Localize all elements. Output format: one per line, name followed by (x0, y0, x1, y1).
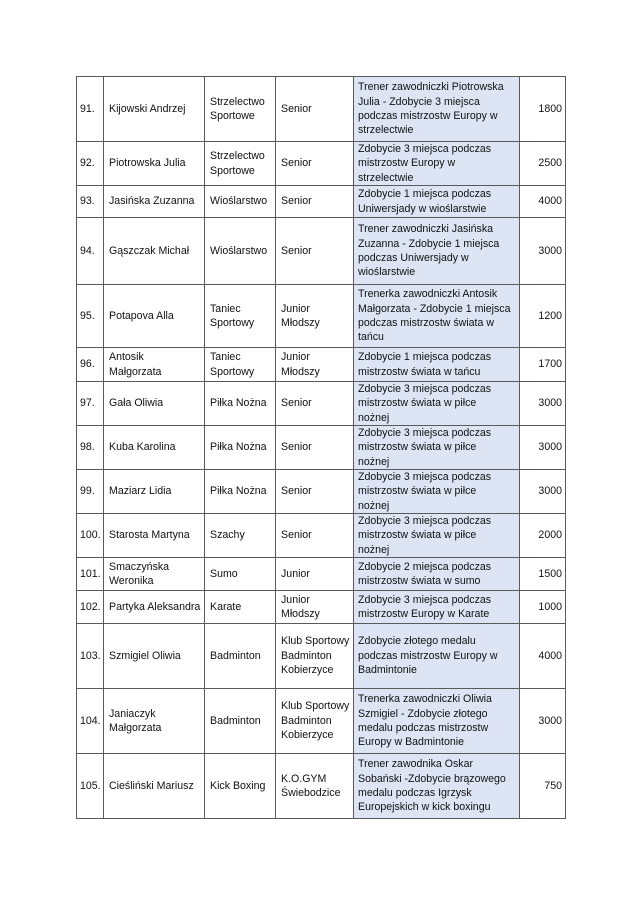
discipline: Wioślarstwo (205, 218, 276, 285)
discipline: Strzelectwo Sportowe (205, 142, 276, 186)
award-amount: 1700 (520, 348, 566, 382)
row-number: 101. (77, 557, 104, 590)
category: Senior (276, 514, 354, 558)
achievement-description: Trener zawodniczki Piotrowska Julia - Zdobycie 3 miejsca podczas mistrzostw Europy w strzelectwie (354, 77, 520, 142)
category: Senior (276, 142, 354, 186)
category: Senior (276, 426, 354, 470)
achievement-description: Trener zawodniczki Jasińska Zuzanna - Zdobycie 1 miejsca podczas Uniwersjady w wioślarstwie (354, 218, 520, 285)
athlete-name: Jasińska Zuzanna (104, 186, 205, 218)
table-row (77, 688, 566, 753)
athlete-name: Starosta Martyna (104, 514, 205, 558)
table-row (77, 348, 566, 382)
category: Senior (276, 77, 354, 142)
discipline: Sumo (205, 557, 276, 590)
category: Junior Młodszy (276, 590, 354, 623)
row-number: 94. (77, 218, 104, 285)
category: Junior Młodszy (276, 348, 354, 382)
row-number: 93. (77, 186, 104, 218)
award-amount: 3000 (520, 470, 566, 514)
discipline: Badminton (205, 688, 276, 753)
category: Junior (276, 557, 354, 590)
discipline: Taniec Sportowy (205, 285, 276, 348)
row-number: 100. (77, 514, 104, 558)
discipline: Kick Boxing (205, 753, 276, 818)
discipline: Szachy (205, 514, 276, 558)
row-number: 99. (77, 470, 104, 514)
award-amount: 3000 (520, 688, 566, 753)
achievement-description: Zdobycie 3 miejsca podczas mistrzostw Europy w strzelectwie (354, 142, 520, 186)
table-row (77, 470, 566, 514)
discipline: Taniec Sportowy (205, 348, 276, 382)
achievement-description: Zdobycie 1 miejsca podczas Uniwersjady w wioślarstwie (354, 186, 520, 218)
table-row (77, 590, 566, 623)
athlete-name: Kuba Karolina (104, 426, 205, 470)
award-amount: 1000 (520, 590, 566, 623)
award-amount: 3000 (520, 382, 566, 426)
table-row (77, 142, 566, 186)
achievement-description: Zdobycie 1 miejsca podczas mistrzostw świata w tańcu (354, 348, 520, 382)
discipline: Piłka Nożna (205, 470, 276, 514)
row-number: 95. (77, 285, 104, 348)
table-row (77, 77, 566, 142)
discipline: Karate (205, 590, 276, 623)
category: Senior (276, 186, 354, 218)
row-number: 104. (77, 688, 104, 753)
achievement-description: Zdobycie 3 miejsca podczas mistrzostw świata w piłce nożnej (354, 470, 520, 514)
athlete-name: Piotrowska Julia (104, 142, 205, 186)
awards-table (76, 76, 566, 819)
achievement-description: Zdobycie złotego medalu podczas mistrzostw Europy w Badmintonie (354, 623, 520, 688)
table-row (77, 514, 566, 558)
category: K.O.GYM Świebodzice (276, 753, 354, 818)
achievement-description: Zdobycie 2 miejsca podczas mistrzostw świata w sumo (354, 557, 520, 590)
award-amount: 1200 (520, 285, 566, 348)
discipline: Wioślarstwo (205, 186, 276, 218)
athlete-name: Partyka Aleksandra (104, 590, 205, 623)
discipline: Piłka Nożna (205, 382, 276, 426)
achievement-description: Trenerka zawodniczki Oliwia Szmigiel - Zdobycie złotego medalu podczas mistrzostw Europy w Badmintonie (354, 688, 520, 753)
achievement-description: Zdobycie 3 miejsca podczas mistrzostw Europy w Karate (354, 590, 520, 623)
award-amount: 750 (520, 753, 566, 818)
row-number: 92. (77, 142, 104, 186)
achievement-description: Zdobycie 3 miejsca podczas mistrzostw świata w piłce nożnej (354, 382, 520, 426)
achievement-description: Zdobycie 3 miejsca podczas mistrzostw świata w piłce nożnej (354, 426, 520, 470)
award-amount: 2000 (520, 514, 566, 558)
athlete-name: Janiaczyk Małgorzata (104, 688, 205, 753)
athlete-name: Antosik Małgorzata (104, 348, 205, 382)
achievement-description: Trener zawodnika Oskar Sobański -Zdobycie brązowego medalu podczas Igrzysk Europejskich w kick boxingu (354, 753, 520, 818)
row-number: 103. (77, 623, 104, 688)
category: Junior Młodszy (276, 285, 354, 348)
discipline: Strzelectwo Sportowe (205, 77, 276, 142)
table-row (77, 186, 566, 218)
award-amount: 1500 (520, 557, 566, 590)
row-number: 102. (77, 590, 104, 623)
award-amount: 2500 (520, 142, 566, 186)
athlete-name: Maziarz Lidia (104, 470, 205, 514)
table-row (77, 753, 566, 818)
discipline: Piłka Nożna (205, 426, 276, 470)
award-amount: 1800 (520, 77, 566, 142)
achievement-description: Trenerka zawodniczki Antosik Małgorzata - Zdobycie 1 miejsca podczas mistrzostw świata w tańcu (354, 285, 520, 348)
table-row (77, 285, 566, 348)
athlete-name: Potapova Alla (104, 285, 205, 348)
table-row (77, 557, 566, 590)
table-row (77, 623, 566, 688)
table-row (77, 382, 566, 426)
category: Klub Sportowy Badminton Kobierzyce (276, 688, 354, 753)
row-number: 97. (77, 382, 104, 426)
row-number: 96. (77, 348, 104, 382)
table-row (77, 426, 566, 470)
award-amount: 4000 (520, 623, 566, 688)
athlete-name: Gała Oliwia (104, 382, 205, 426)
category: Senior (276, 382, 354, 426)
category: Senior (276, 470, 354, 514)
row-number: 98. (77, 426, 104, 470)
award-amount: 3000 (520, 218, 566, 285)
award-amount: 3000 (520, 426, 566, 470)
award-amount: 4000 (520, 186, 566, 218)
row-number: 105. (77, 753, 104, 818)
athlete-name: Gąszczak Michał (104, 218, 205, 285)
category: Senior (276, 218, 354, 285)
athlete-name: Cieśliński Mariusz (104, 753, 205, 818)
athlete-name: Smaczyńska Weronika (104, 557, 205, 590)
row-number: 91. (77, 77, 104, 142)
table-row (77, 218, 566, 285)
athlete-name: Szmigiel Oliwia (104, 623, 205, 688)
discipline: Badminton (205, 623, 276, 688)
achievement-description: Zdobycie 3 miejsca podczas mistrzostw świata w piłce nożnej (354, 514, 520, 558)
athlete-name: Kijowski Andrzej (104, 77, 205, 142)
category: Klub Sportowy Badminton Kobierzyce (276, 623, 354, 688)
